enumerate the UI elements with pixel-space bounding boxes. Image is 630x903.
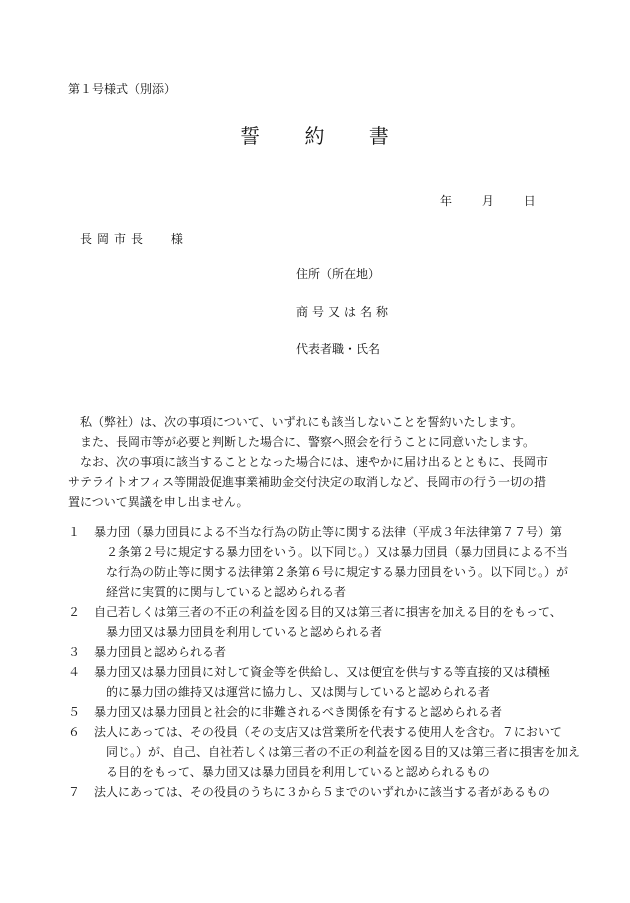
date-month-label: 月 — [481, 194, 494, 208]
list-item — [68, 642, 588, 662]
item-text-line: 暴力団（暴力団員による不当な行為の防止等に関する法律（平成３年法律第７７号）第 — [94, 525, 563, 539]
item-number: ２ — [68, 605, 81, 619]
item-number: ３ — [68, 645, 81, 659]
item-text-line: 暴力団又は暴力団員と社会的に非難されるべき関係を有すると認められる者 — [94, 705, 503, 719]
pledge-items-list — [68, 522, 588, 802]
list-item — [68, 602, 588, 642]
date-day-label: 日 — [523, 194, 536, 208]
item-number: ７ — [68, 785, 81, 799]
intro-line: また、長岡市等が必要と判断した場合に、警察へ照会を行うことに同意いたします。 — [80, 435, 536, 449]
list-item — [68, 702, 588, 722]
intro-line: サテライトオフィス等開設促進事業補助金交付決定の取消しなど、長岡市の行う一切の措 — [68, 475, 546, 489]
item-text-line: 暴力団又は暴力団員に対して資金等を供給し、又は便宜を供与する等直接的又は積極 — [94, 665, 551, 679]
representative-label: 代表者職・氏名 — [296, 342, 381, 356]
document-title — [0, 120, 630, 149]
item-number: ６ — [68, 725, 81, 739]
item-text-line: 的に暴力団の維持又は運営に協力し、又は関与していると認められる者 — [106, 685, 491, 699]
item-text-line: な行為の防止等に関する法律第２条第６号に規定する暴力団員をいう。以下同じ。）が — [106, 565, 569, 579]
intro-paragraphs — [68, 412, 568, 512]
item-number: １ — [68, 525, 81, 539]
title-char: 誓 — [240, 124, 262, 148]
item-text-line: 法人にあっては、その役員（その支店又は営業所を代表する使用人を含む。７において — [94, 725, 562, 739]
item-number: ５ — [68, 705, 81, 719]
intro-line: 置について異議を申し出ません。 — [68, 495, 249, 509]
item-text-line: 暴力団員と認められる者 — [94, 645, 227, 659]
item-text-line: 自己若しくは第三者の不正の利益を図る目的又は第三者に損害を加える目的をもって、 — [94, 605, 562, 619]
intro-line: 私（弊社）は、次の事項について、いずれにも該当しないことを誓約いたします。 — [80, 415, 523, 429]
title-char: 書 — [368, 124, 390, 148]
trade-name-label: 商号又は名称 — [296, 305, 393, 319]
date-line — [440, 192, 562, 209]
item-text-line: る目的をもって、暴力団又は暴力団員を利用していると認められるもの — [106, 765, 490, 779]
item-text-line: 同じ。）が、自己、自社若しくは第三者の不正の利益を図る目的又は第三者に損害を加え — [106, 745, 581, 759]
list-item — [68, 722, 588, 782]
list-item — [68, 782, 588, 802]
list-item — [68, 662, 588, 702]
address-label: 住所（所在地） — [296, 267, 381, 281]
item-number: ４ — [68, 665, 81, 679]
addressee-name: 長岡市長 — [80, 232, 149, 246]
item-text-line: ２条第２号に規定する暴力団をいう。以下同じ。）又は暴力団員（暴力団員による不当 — [106, 545, 569, 559]
list-item — [68, 522, 588, 602]
item-text-line: 暴力団又は暴力団員を利用していると認められる者 — [106, 625, 383, 639]
intro-line: なお、次の事項に該当することとなった場合には、速やかに届け出るとともに、長岡市 — [80, 455, 549, 469]
addressee-honorific: 様 — [170, 232, 188, 246]
item-text-line: 経営に実質的に関与していると認められる者 — [106, 585, 347, 599]
date-year-label: 年 — [440, 194, 453, 208]
addressee — [80, 230, 188, 247]
item-text-line: 法人にあっては、その役員のうちに３から５までのいずれかに該当する者があるもの — [94, 785, 550, 799]
title-char: 約 — [304, 124, 326, 148]
form-number: 第１号様式（別添） — [68, 82, 177, 96]
